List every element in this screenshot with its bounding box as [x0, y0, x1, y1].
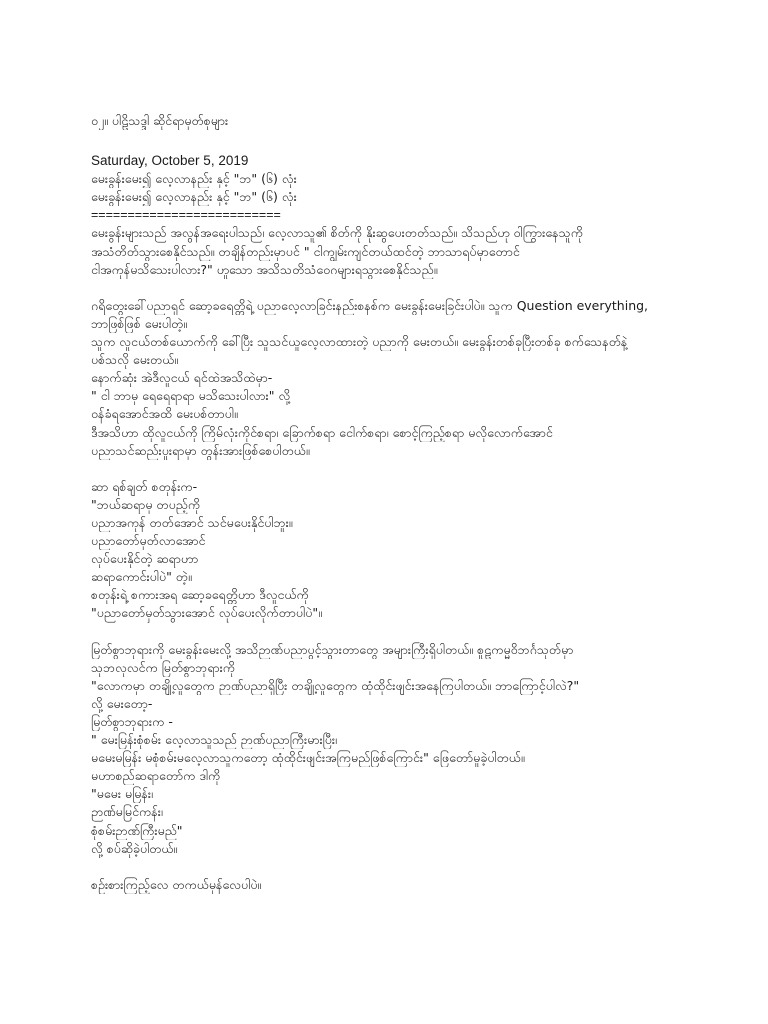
post-subtitle: မေးခွန်းမေး၍ လေ့လာနည်း နှင့် "ဘ" (၆) လုံး — [91, 189, 297, 205]
paragraph-1 — [91, 224, 711, 278]
paragraph-4 — [91, 641, 711, 858]
text-line: ပစ်သလို မေးတယ်။ — [91, 352, 179, 368]
text-line: " ငါ ဘာမှ ရေရေရာရာ မသိသေးပါလား" လို့ — [91, 388, 291, 404]
text-line: "မမေး မမြန်း၊ — [91, 786, 153, 802]
paragraph-5 — [91, 876, 711, 894]
text-line: မြတ်စွာဘုရားကို မေးခွန်းမေးလို့ အသိဉာဏ်ပညာပွင့်သွားတာတွေ အများကြီးရှိပါတယ်။ စူဠကမ္မဝိဘင်္ဂသုတ်မှာ — [91, 641, 574, 657]
document-page — [91, 112, 711, 894]
text-line: မြတ်စွာဘုရားက - — [91, 714, 173, 729]
paragraph-3 — [91, 478, 711, 623]
text-line: သုဘလုလင်က မြတ်စွာဘုရားကို — [91, 659, 236, 675]
text-line: နောက်ဆုံး အဲဒီလူငယ် ရင်ထဲအသိထဲမှာ- — [91, 370, 273, 386]
text-line: ငါအကုန်မသိသေးပါလား?" ဟူသော အသိသတိသံဝေဂများရသွားစေနိုင်သည်။ — [91, 261, 438, 277]
text-line: ဉာဏ်မမြင်ကန်း၊ — [91, 804, 163, 820]
text-line: စတုန်းရဲ့ စကားအရ ဆော့ခရေတ္တိဟာ ဒီလူငယ်ကို — [91, 587, 309, 603]
paragraph-2 — [91, 297, 711, 460]
text-line: ဂရိတွေးခေါ်ပညာရှင် ဆော့ခရေတ္တိရဲ့ ပညာလေ့လာခြင်းနည်းစနစ်က မေးခွန်းမေးခြင်းပါပဲ။ သူက Question everything, — [91, 297, 649, 313]
text-line: "လောကမှာ တချို့လူတွေက ဉာဏ်ပညာရှိပြီး တချို့လူတွေက ထုံထိုင်းဖျင်းအနေကြပါတယ်။ ဘာကြောင့်ပါလဲ?" — [91, 677, 580, 693]
text-line: " မေးမြန်းစုံစမ်း လေ့လာသူသည် ဉာဏ်ပညာကြီးမားပြီး၊ — [91, 732, 338, 748]
text-line: မဟာစည်ဆရာတော်က ဒါကို — [91, 768, 221, 784]
text-line: ဆာ ရစ်ချတ် စတုန်းက- — [91, 478, 198, 494]
text-line: စဉ်းစားကြည့်လေ တကယ်မှန်လေပါပဲ။ — [91, 876, 262, 892]
text-line: လုပ်ပေးနိုင်တဲ့ ဆရာဟာ — [91, 551, 199, 567]
text-line: "ပညာတော်မှတ်သွားအောင် လုပ်ပေးလိုက်တာပါပဲ"။ — [91, 605, 322, 621]
text-line: မမေးမမြန်း မစုံစမ်းမလေ့လာသူကတော့ ထုံထိုင်းဖျင်းအကြမည်ဖြစ်ကြောင်း" ဖြေတော်မူခဲ့ပါတယ်။ — [91, 750, 525, 766]
document-heading: ၀၂။ ပါဠိသဒ္ဒါ ဆိုင်ရာမှတ်စုများ — [91, 113, 229, 128]
text-line: ပညာတော်မှတ်လာအောင် — [91, 533, 206, 549]
post-title: မေးခွန်းမေး၍ လေ့လာနည်း နှင့် "ဘ" (၆) လုံး — [91, 171, 297, 187]
text-line: သူက လူငယ်တစ်ယောက်ကို ခေါ်ပြီး သူသင်ယူလေ့လာထားတဲ့ ပညာကို မေးတယ်။ မေးခွန်းတစ်ခုပြီးတစ်ခု စက်သေနတ်နဲ့ — [91, 334, 628, 350]
separator-line: ========================== — [91, 208, 281, 223]
text-line: လို့ မေးတော့- — [91, 695, 153, 711]
text-line: ဆရာကောင်းပါပဲ" တဲ့။ — [91, 569, 192, 585]
text-line: မေးခွန်းများသည် အလွန်အရေးပါသည်၊ လေ့လာသူ၏ စိတ်ကို နိုးဆွပေးတတ်သည်။ သိသည်ဟု ဝါကြွားနေသူကို — [91, 225, 583, 241]
text-line: ဘာဖြစ်ဖြစ် မေးပါတဲ့။ — [91, 315, 188, 331]
text-line: ပညာသင်ဆည်းပူးရာမှာ တွန်းအားဖြစ်စေပါတယ်။ — [91, 442, 310, 458]
text-line: ဝန်ခံရအောင်အထိ မေးပစ်တာပါ။ — [91, 406, 238, 422]
text-line: ပညာအကုန် တတ်အောင် သင်မပေးနိုင်ပါဘူး။ — [91, 514, 293, 530]
text-line: ဒီအသိဟာ ထိုလူငယ်ကို ကြိမ်လုံးကိုင်စရာ၊ ခြောက်စရာ ငေါက်စရာ၊ စောင့်ကြည့်စရာ မလိုလောက်အောင် — [91, 424, 553, 440]
text-line: "ဘယ်ဆရာမှ တပည့်ကို — [91, 496, 201, 512]
text-line: လို့ စပ်ဆိုခဲ့ပါတယ်။ — [91, 840, 178, 856]
text-line: စုံစမ်းဉာဏ်ကြီးမည်" — [91, 822, 183, 838]
text-line: အသံတိတ်သွားစေနိုင်သည်။ တချိန်တည်းမှာပင် " ငါကျွမ်းကျင်တယ်ထင်တဲ့ ဘာသာရပ်မှာတောင် — [91, 243, 520, 259]
post-date: Saturday, October 5, 2019 — [91, 153, 249, 169]
